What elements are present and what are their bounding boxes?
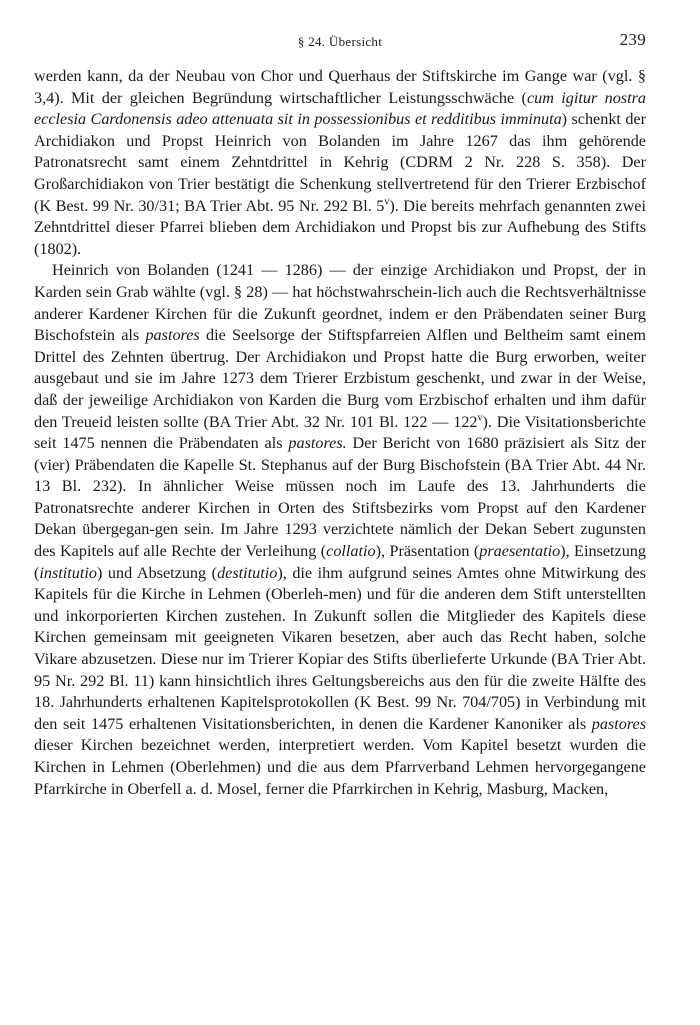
text-run: ), die ihm aufgrund seines Amtes ohne Mitwirkung des Kapitels für die Kirche in Lehmen (Oberleh-men) und für die anderen dem Stift unterstellten und inkorporierten Kirchen zustehen. In Zukunft sollen die Mitglieder des Kapitels diese Kirchen gemeinsam mit geeigneten Vikaren besetzen, aber auch das Recht haben, solche Vikare abzusetzen. Diese nur im Trierer Kopiar des Stifts überlieferte Urkunde (BA Trier Abt. 95 Nr. 292 Bl. 11) kann hinsichtlich ihres Geltungsbereichs aus den für die zweite Hälfte des 18. Jahrhunderts erhaltenen Kapitelsprotokollen (K Best. 99 Nr. 704/705) in Verbindung mit den seit 1475 erhaltenen Visitationsberichten, in denen die Kardener Kanoniker als	[34, 563, 646, 733]
latin-term: pastores	[145, 326, 200, 345]
running-header	[34, 30, 646, 54]
verso-mark: v	[384, 196, 390, 208]
latin-term: destitutio	[217, 563, 278, 582]
page-number: 239	[619, 30, 646, 49]
latin-term: pastores.	[288, 434, 347, 453]
text-run: ), Einsetzung (	[34, 542, 646, 582]
text-run: ) schenkt der Archidiakon und Propst Heinrich von Bolanden im Jahre 1267 das ihm gehörende Patronatsrecht samt einem Zehntdrittel in Kehrig (CDRM 2 Nr. 228 S. 358). Der Großarchidiakon von Trier bestätigt die Schenkung stellvertretend für den Trierer Erzbischof (K Best. 99 Nr. 30/31; BA Trier Abt. 95 Nr. 292 Bl. 5	[34, 110, 646, 215]
latin-term: collatio	[326, 542, 376, 561]
text-run: dieser Kirchen bezeichnet werden, interpretiert werden. Vom Kapitel besetzt wurden die Kirchen in Lehmen (Oberlehmen) und die aus dem Pfarrverband Lehmen hervorgegangene Pfarrkirche in Oberfell a. d. Mosel, ferner die Pfarrkirchen in Kehrig, Masburg, Macken,	[34, 736, 646, 798]
body-text	[34, 66, 646, 800]
text-run: ). Die bereits mehrfach genannten zwei Zehntdrittel dieser Pfarrei blieben dem Archidiakon und Propst bis zur Aufhebung des Stifts (1802).	[34, 196, 646, 258]
latin-term: institutio	[39, 563, 97, 582]
text-run: werden kann, da der Neubau von Chor und Querhaus der Stiftskirche im Gange war (vgl. § 3,4). Mit der gleichen Begründung wirtschaftlicher Leistungsschwäche (	[34, 67, 646, 107]
paragraph-2	[34, 260, 646, 800]
section-title: § 24. Übersicht	[297, 34, 383, 49]
text-run: ), Präsentation (	[375, 542, 480, 561]
document-page	[34, 30, 646, 800]
text-run: die Seelsorge der Stiftspfarreien Alflen und Beltheim samt einem Drittel des Zehnten übertrug. Der Archidiakon und Propst hatte die Burg erworben, weiter ausgebaut und sie im Jahre 1273 dem Trierer Erzbistum geschenkt, und zwar in der Weise, daß der jeweilige Archidiakon von Karden die Burg vom Erzbischof erhalten und ihm dafür den Treueid leisten sollte (BA Trier Abt. 32 Nr. 101 Bl. 122 — 122	[34, 326, 646, 431]
latin-quote: cum igitur nostra ecclesia Cardonensis adeo attenuata sit in possessionibus et redditibus imminuta	[34, 88, 647, 129]
latin-term: praesentatio	[479, 542, 561, 561]
text-run: ) und Absetzung (	[96, 563, 218, 582]
text-run: ). Die Visitationsberichte seit 1475 nennen die Präbendaten als	[34, 412, 646, 453]
latin-term: pastores	[591, 714, 646, 733]
text-run: Heinrich von Bolanden (1241 — 1286) — der einzige Archidiakon und Propst, der in Karden sein Grab wählte (vgl. § 28) — hat höchstwahrschein-lich auch die Rechtsverhältnisse anderer Kardener Kirchen für die Zukunft geordnet, indem er den Präbendaten seiner Burg Bischofstein als	[34, 261, 646, 345]
text-run: Der Bericht von 1680 präzisiert als Sitz der (vier) Präbendaten die Kapelle St. Stephanus auf der Burg Bischofstein (BA Trier Abt. 44 Nr. 13 Bl. 232). In ähnlicher Weise müssen noch im Laufe des 13. Jahrhunderts die Patronatsrechte anderer Kirchen in Orten des Stiftsbezirks vom Propst auf den Kardener Dekan übergegan-gen sein. Im Jahre 1293 verzichtete nämlich der Dekan Sebert zugunsten des Kapitels auf alle Rechte der Verleihung (	[34, 434, 646, 561]
verso-mark: v	[477, 412, 483, 424]
paragraph-1	[34, 66, 646, 260]
